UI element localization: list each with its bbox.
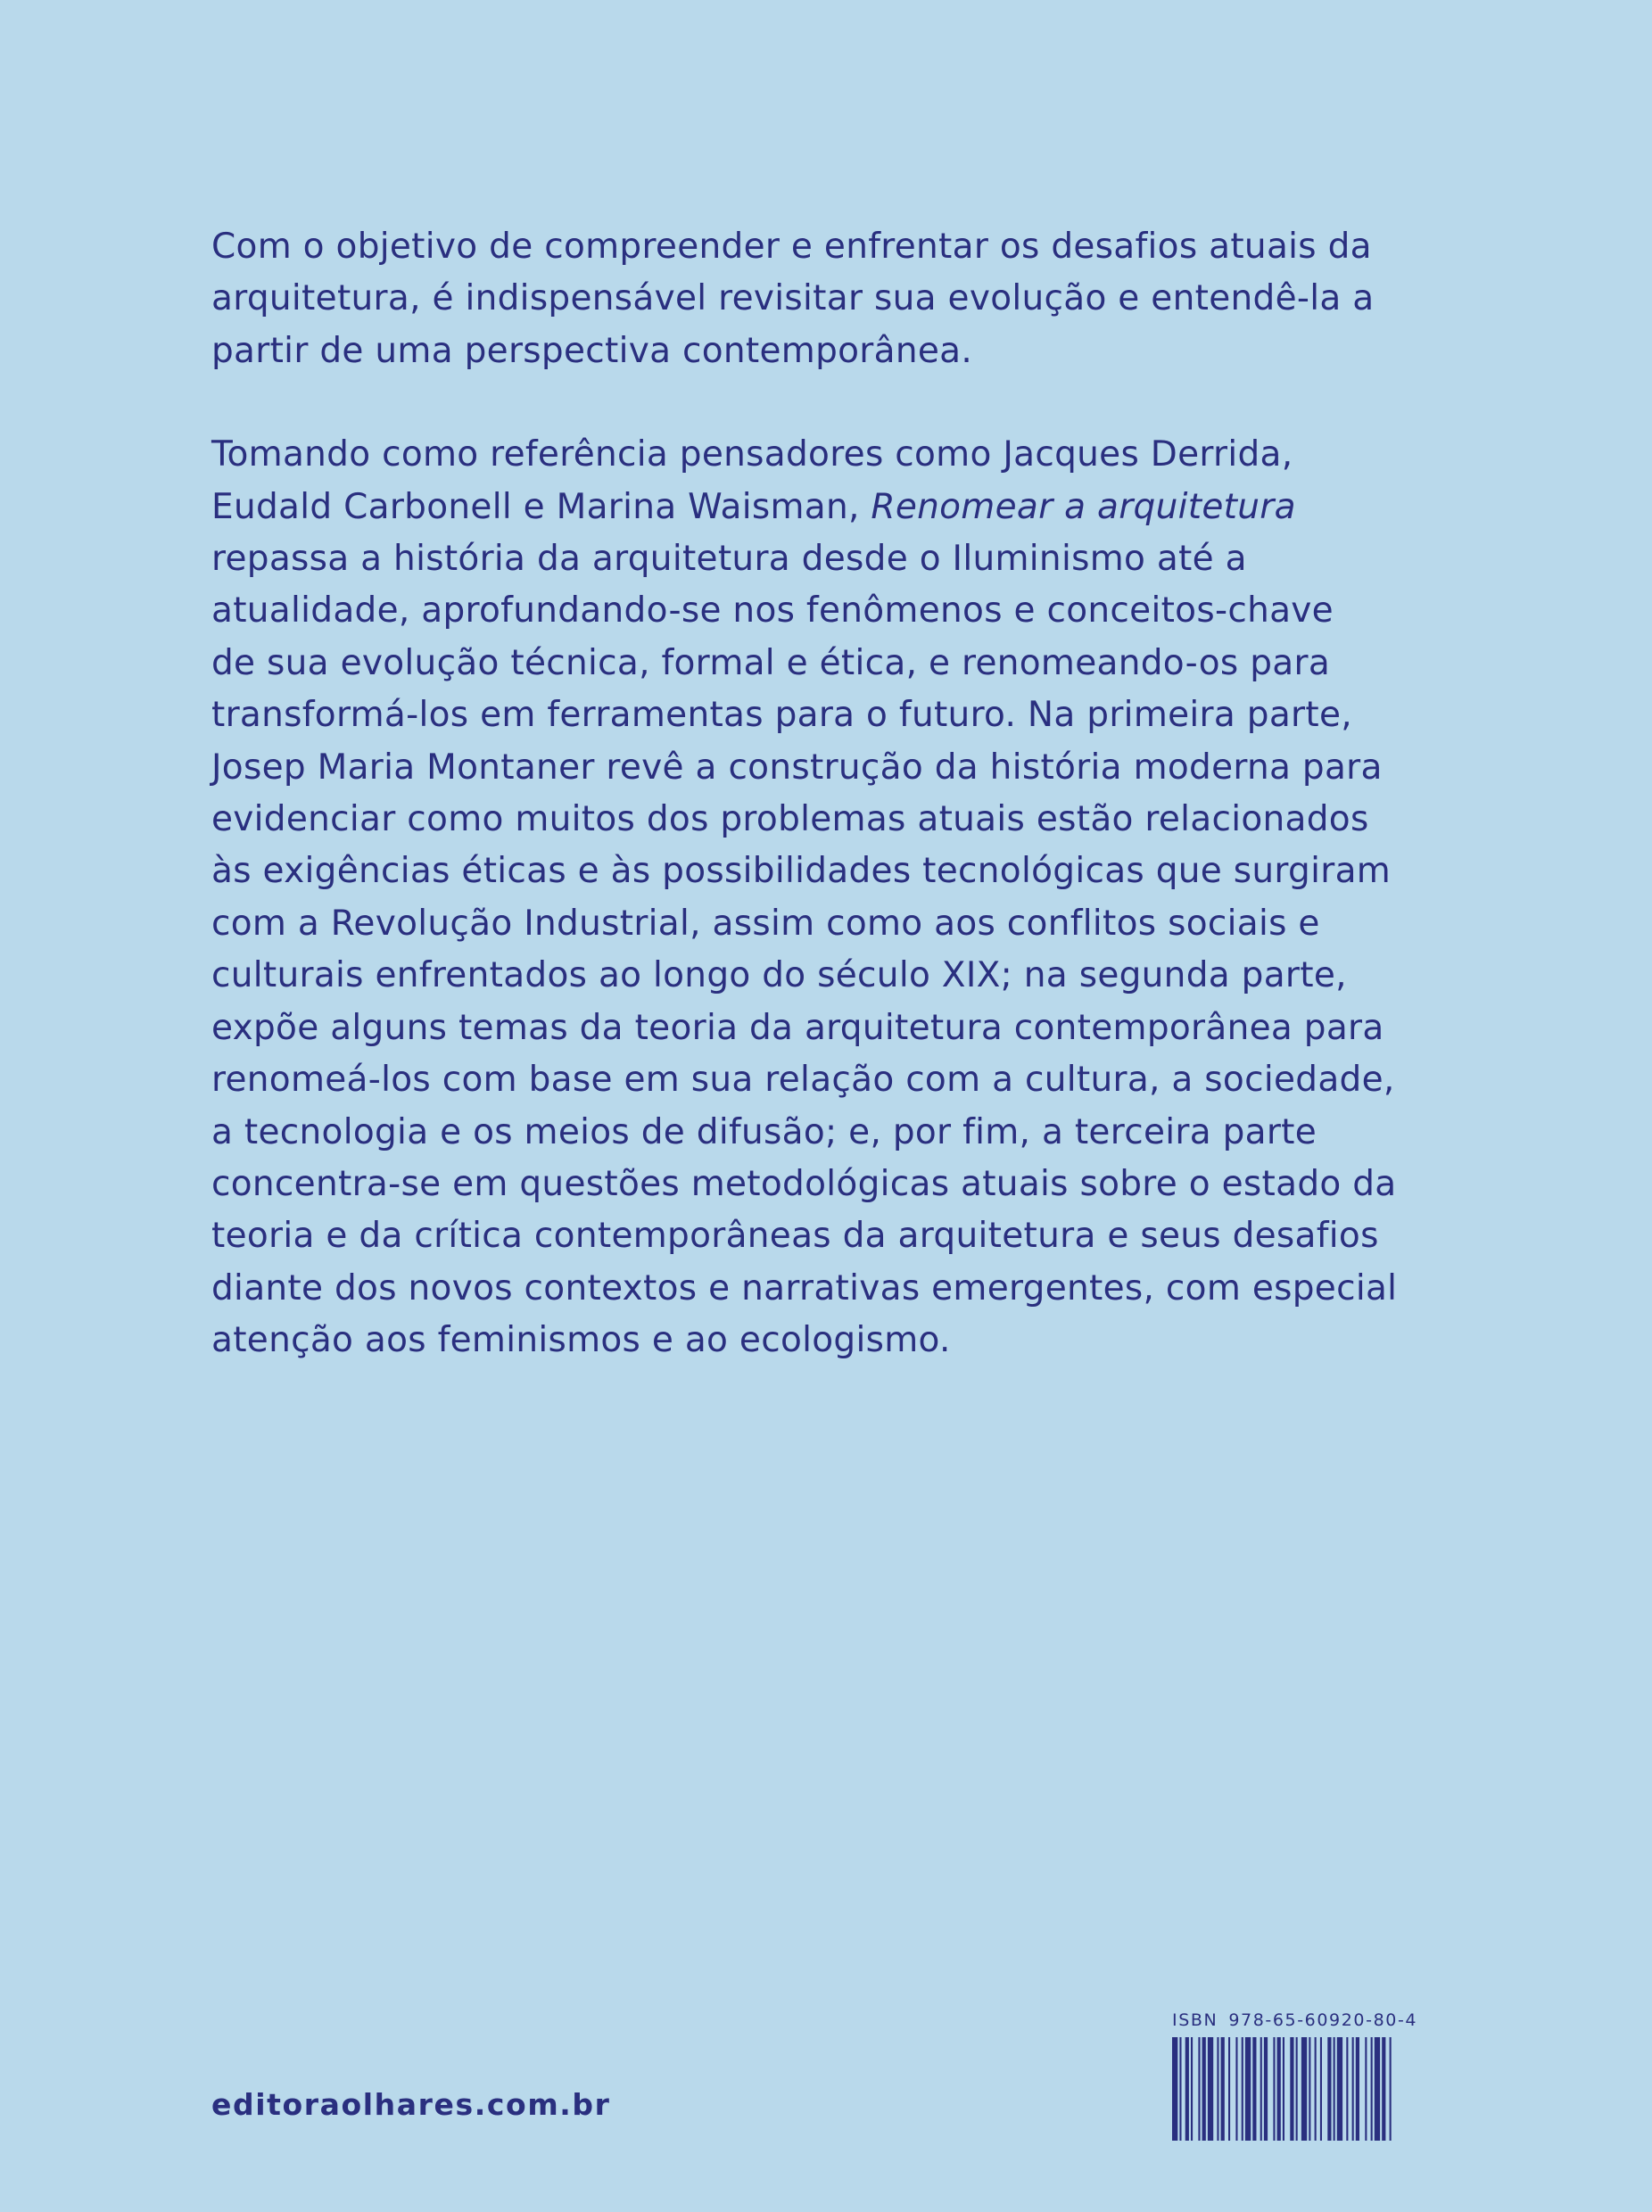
barcode-bar [1260, 2037, 1262, 2141]
synopsis-paragraph-1 [211, 221, 1460, 377]
barcode-bar [1264, 2037, 1268, 2141]
synopsis [211, 221, 1460, 1367]
text-line: às exigências éticas e às possibilidades tecnológicas que surgiram [211, 851, 1392, 892]
barcode-bar [1337, 2037, 1342, 2141]
synopsis-paragraph-2 [211, 429, 1460, 1366]
text-line: expõe alguns temas da teoria da arquitetura contemporânea para [211, 1007, 1384, 1048]
barcode-bar [1179, 2037, 1181, 2141]
text-line: renomeá-los com base em sua relação com a cultura, a sociedade, [211, 1060, 1395, 1101]
barcode-bar [1185, 2037, 1189, 2141]
barcode-bar [1202, 2037, 1206, 2141]
text-line: com a Revolução Industrial, assim como aos conflitos sociais e [211, 903, 1320, 944]
text-line: transformá-los em ferramentas para o futuro. Na primeira parte, [211, 695, 1352, 736]
book-title: Renomear a arquitetura [871, 486, 1296, 527]
barcode-bar [1242, 2037, 1243, 2141]
barcode-bar [1346, 2037, 1348, 2141]
text-line: atenção aos feminismos e ao ecologismo. [211, 1320, 951, 1361]
text-line: repassa a história da arquitetura desde o Iluminismo até a [211, 539, 1247, 580]
barcode-bar [1315, 2037, 1317, 2141]
barcode-bar [1390, 2037, 1392, 2141]
text-line: diante dos novos contextos e narrativas emergentes, com especial [211, 1267, 1398, 1308]
barcode-bar [1228, 2037, 1230, 2141]
isbn-barcode-block [1172, 2010, 1440, 2141]
barcode-bar [1283, 2037, 1284, 2141]
text-line: evidenciar como muitos dos problemas atuais estão relacionados [211, 799, 1369, 840]
barcode-bar [1375, 2037, 1380, 2141]
isbn-label [1172, 2010, 1440, 2030]
barcode-bar [1352, 2037, 1354, 2141]
publisher-website[interactable]: editoraolhares.com.br [211, 2087, 611, 2122]
barcode-bar [1290, 2037, 1293, 2141]
text-line [211, 482, 1460, 533]
isbn-prefix: ISBN [1172, 2010, 1218, 2030]
barcode-bar [1217, 2037, 1218, 2141]
barcode-bar [1208, 2037, 1213, 2141]
barcode-icon [1172, 2037, 1440, 2141]
barcode-bar [1334, 2037, 1335, 2141]
barcode-bar [1277, 2037, 1281, 2141]
text-line: de sua evolução técnica, formal e ética, e renomeando-os para [211, 642, 1331, 683]
barcode-bar [1172, 2037, 1177, 2141]
text-line: Tomando como referência pensadores como Jacques Derrida, [211, 434, 1293, 475]
text-line: a tecnologia e os meios de difusão; e, por fim, a terceira parte [211, 1111, 1317, 1152]
barcode-bar [1327, 2037, 1331, 2141]
text-line: partir de uma perspectiva contemporânea. [211, 330, 973, 371]
barcode-bar [1356, 2037, 1359, 2141]
text-line: Josep Maria Montaner revê a construção da história moderna para [211, 747, 1383, 788]
barcode-bar [1245, 2037, 1251, 2141]
text-line: concentra-se em questões metodológicas atuais sobre o estado da [211, 1163, 1397, 1204]
isbn-number: 978-65-60920-80-4 [1228, 2010, 1418, 2030]
barcode-bar [1296, 2037, 1298, 2141]
barcode-bar [1252, 2037, 1256, 2141]
barcode-bar [1198, 2037, 1200, 2141]
barcode-bar [1221, 2037, 1225, 2141]
barcode-bar [1320, 2037, 1322, 2141]
barcode-bar [1371, 2037, 1373, 2141]
text-line: arquitetura, é indispensável revisitar sua evolução e entendê-la a [211, 278, 1375, 319]
text-line: atualidade, aprofundando-se nos fenômenos e conceitos-chave [211, 590, 1334, 631]
barcode-bar [1235, 2037, 1237, 2141]
barcode-bar [1309, 2037, 1310, 2141]
barcode-bar [1273, 2037, 1275, 2141]
text-line: culturais enfrentados ao longo do século XIX; na segunda parte, [211, 955, 1347, 996]
text-line: Com o objetivo de compreender e enfrentar os desafios atuais da [211, 227, 1372, 267]
barcode-bar [1191, 2037, 1193, 2141]
text-line: teoria e da crítica contemporâneas da arquitetura e seus desafios [211, 1216, 1379, 1257]
text-segment: Eudald Carbonell e Marina Waisman, [211, 486, 871, 527]
barcode-bar [1301, 2037, 1307, 2141]
barcode-bar [1365, 2037, 1367, 2141]
barcode-bar [1382, 2037, 1385, 2141]
